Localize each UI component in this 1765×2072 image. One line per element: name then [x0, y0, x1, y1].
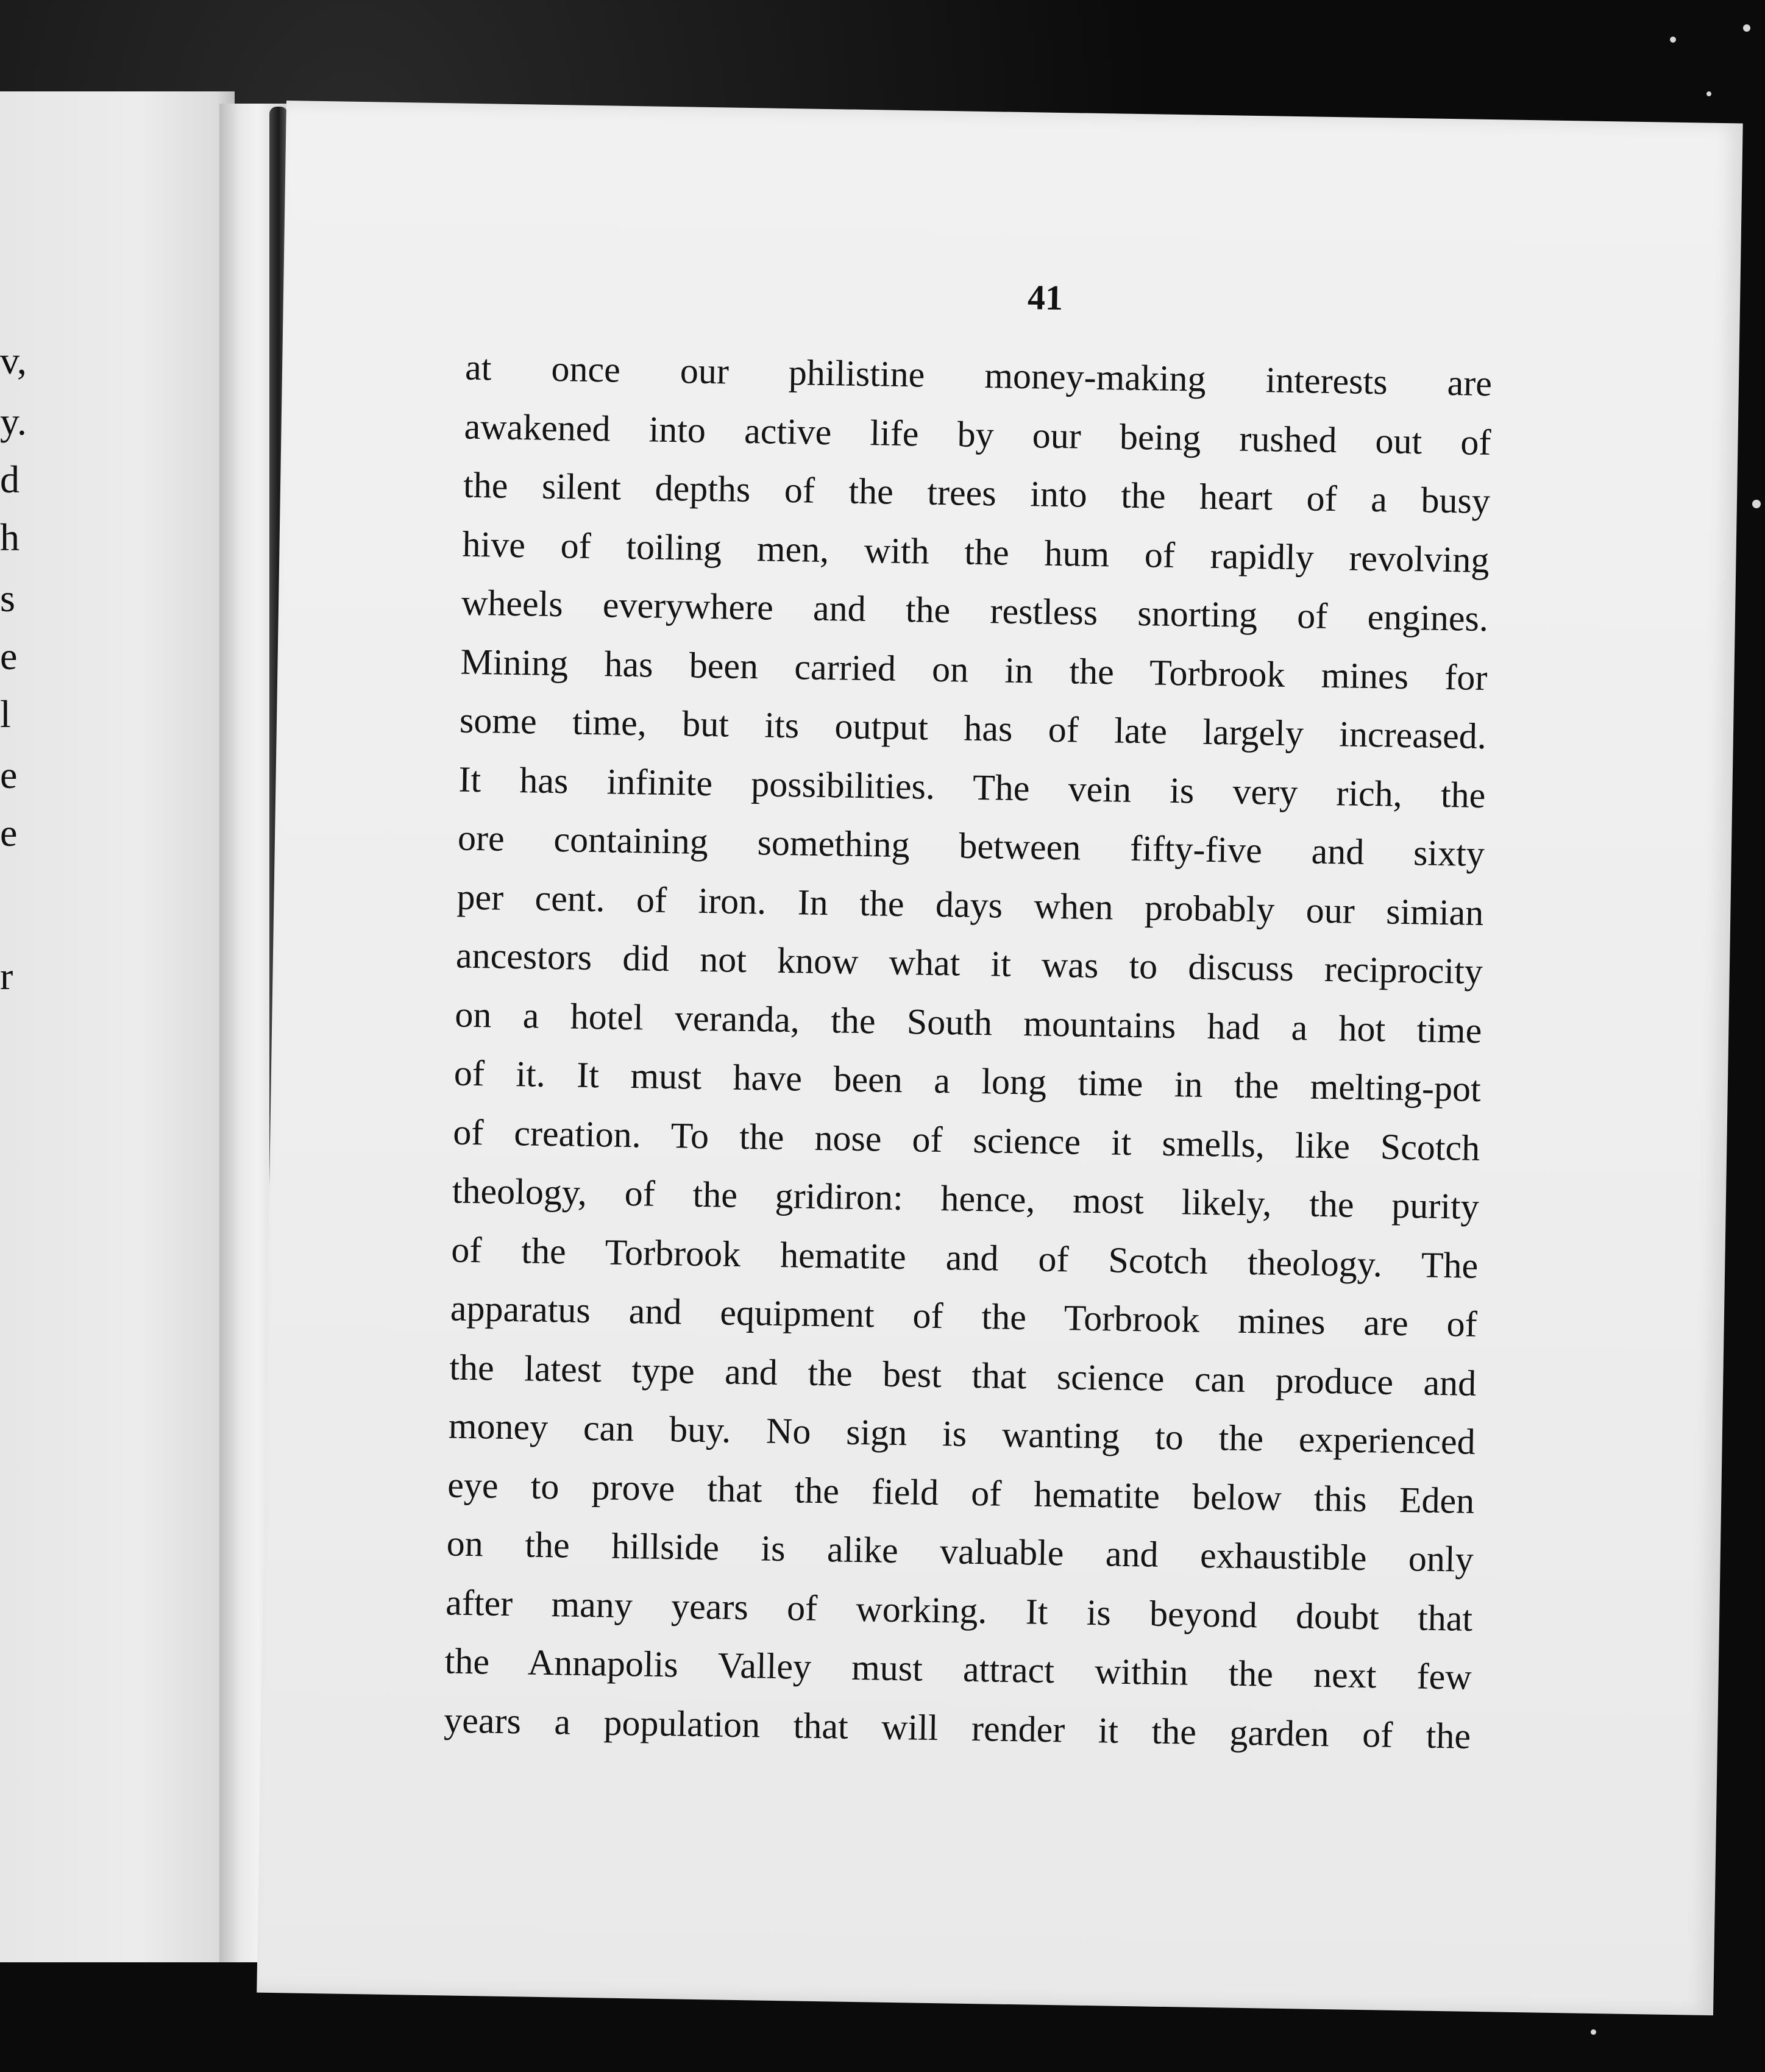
left-margin-fragment: v, — [0, 339, 27, 382]
left-margin-fragment: y. — [0, 400, 27, 443]
text-line: per cent. of iron. In the days when probably our simian — [456, 876, 1484, 933]
text-line: on a hotel veranda, the South mountains had a hot time — [454, 994, 1482, 1051]
dust-speck — [1706, 91, 1711, 96]
left-margin-fragment: d — [0, 458, 20, 501]
body-text — [444, 338, 1493, 1765]
text-line: of it. It must have been a long time in the melting-pot — [453, 1052, 1482, 1109]
dust-speck — [1752, 500, 1761, 508]
text-line: some time, but its output has of late largely increased. — [459, 700, 1487, 757]
text-line: hive of toiling men, with the hum of rapidly revolving — [462, 523, 1490, 580]
left-margin-fragment: s — [0, 577, 15, 620]
text-line: money can buy. No sign is wanting to the experienced — [448, 1405, 1476, 1462]
text-line: wheels everywhere and the restless snorting of engines. — [461, 582, 1489, 639]
text-line: theology, of the gridiron: hence, most likely, the purity — [452, 1170, 1480, 1227]
left-margin-fragment: l — [0, 692, 11, 736]
text-line: eye to prove that the field of hematite below this Eden — [447, 1464, 1475, 1521]
text-line: ore containing something between fifty-five and sixty — [457, 817, 1485, 875]
text-line: at once our philistine money-making interests are — [464, 347, 1493, 404]
text-line: awakened into active life by our being rushed out of — [464, 406, 1491, 463]
left-margin-fragment: e — [0, 753, 18, 797]
text-line: Mining has been carried on in the Torbrook mines for — [460, 641, 1488, 698]
dust-speck — [1591, 2029, 1596, 2035]
page-number: 41 — [1027, 277, 1064, 318]
text-line: years a population that will render it the garden of the — [443, 1699, 1471, 1756]
text-line: It has infinite possibilities. The vein is very rich, the — [458, 759, 1486, 815]
text-line: the latest type and the best that science can produce and — [449, 1346, 1477, 1403]
dust-speck — [1743, 24, 1750, 32]
text-line: of the Torbrook hematite and of Scotch theology. The — [450, 1229, 1479, 1286]
right-page — [257, 101, 1742, 2015]
text-line: apparatus and equipment of the Torbrook mines are of — [450, 1288, 1478, 1344]
text-line: ancestors did not know what it was to discuss reciprocity — [455, 935, 1483, 992]
dust-speck — [1670, 37, 1676, 43]
text-line: the silent depths of the trees into the heart of a busy — [463, 464, 1491, 522]
left-margin-fragment: h — [0, 516, 20, 559]
left-margin-fragment: r — [0, 954, 13, 998]
left-facing-page — [0, 91, 235, 1962]
text-line: of creation. To the nose of science it smells, like Scotch — [452, 1112, 1480, 1168]
text-line: the Annapolis Valley must attract within the next few — [444, 1641, 1472, 1697]
left-margin-fragment: e — [0, 634, 18, 678]
left-margin-fragment: e — [0, 811, 18, 854]
text-line: on the hillside is alike valuable and exhaustible only — [446, 1523, 1474, 1580]
text-line: after many years of working. It is beyond doubt that — [445, 1581, 1473, 1639]
